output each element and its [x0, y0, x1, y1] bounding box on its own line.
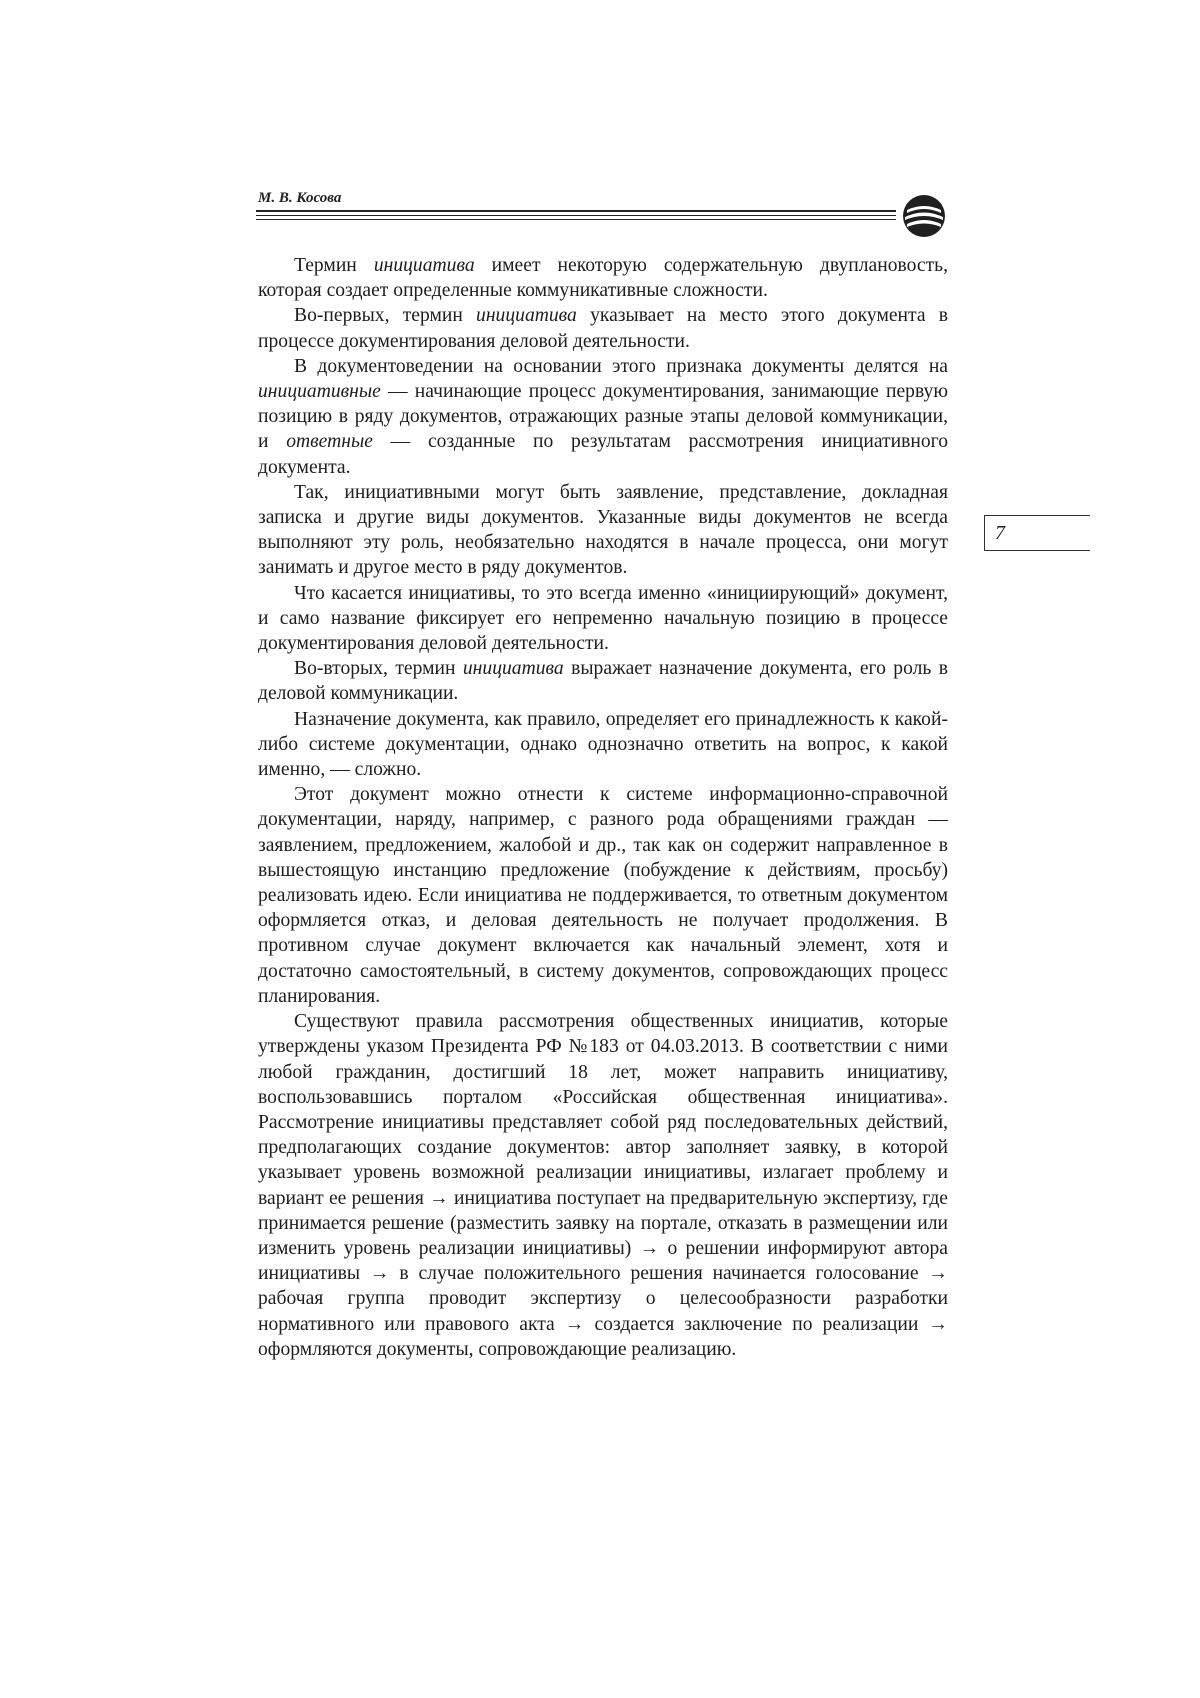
paragraph: Так, инициативными могут быть заявление, представление, докладная записка и другие виды документов. Указанные виды документов не всегда выполняют эту роль, необязательно находятся в начале процесса, они могут занимать и другое место в ряду документов.	[258, 481, 948, 579]
header-rule	[256, 215, 896, 216]
paragraph: Во-вторых, термин инициатива выражает назначение документа, его роль в деловой коммуникации.	[258, 658, 948, 705]
header-rule	[256, 219, 896, 220]
paragraph: Существуют правила рассмотрения общественных инициатив, которые утверждены указом Президента РФ №183 от 04.03.2013. В соответствии с ними любой гражданин, достигший 18 лет, может направить инициативу, воспользовавшись порталом «Российская общественная инициатива». Рассмотрение инициативы представляет собой ряд последовательных действий, предполагающих создание документов: автор заполняет заявку, в которой указывает уровень возможной реализации инициативы, излагает проблему и вариант ее решения → инициатива поступает на предварительную экспертизу, где принимается решение (разместить заявку на портале, отказать в размещении или изменить уровень реализации инициативы) → о решении информируют автора инициативы → в случае положительного решения начинается голосование → рабочая группа проводит экспертизу о целесообразности разработки нормативного или правового акта → создается заключение по реализации → оформляются документы, сопровождающие реализацию.	[258, 1011, 948, 1360]
paragraph: В документоведении на основании этого признака документы делятся на инициативные — начинающие процесс документирования, занимающие первую позицию в ряду документов, отражающих разные этапы деловой коммуникации, и ответные — созданные по результатам рассмотрения инициативного документа.	[258, 355, 948, 478]
paragraph: Термин инициатива имеет некоторую содержательную двуплановость, которая создает определенные коммуникативные сложности.	[258, 255, 948, 302]
publisher-logo-icon	[901, 193, 947, 239]
body-text	[258, 253, 948, 1362]
paragraph: Назначение документа, как правило, определяет его принадлежность к какой-либо системе документации, однако однозначно ответить на вопрос, к какой именно, — сложно.	[258, 708, 948, 781]
paragraph: Во-первых, термин инициатива указывает на место этого документа в процессе документирования деловой деятельности.	[258, 305, 948, 352]
page-number: 7	[995, 522, 1005, 544]
running-header-author: М. В. Косова	[258, 190, 342, 206]
paragraph: Этот документ можно отнести к системе информационно-справочной документации, наряду, например, с разного рода обращениями граждан — заявлением, предложением, жалобой и др., так как он содержит направленное в вышестоящую инстанцию предложение (побуждение к действиям, просьбу) реализовать идею. Если инициатива не поддерживается, то ответным документом оформляется отказ, и деловая деятельность не получает продолжения. В противном случае документ включается как начальный элемент, хотя и достаточно самостоятельный, в систему документов, сопровождающих процесс планирования.	[258, 784, 948, 1007]
paragraph: Что касается инициативы, то это всегда именно «инициирующий» документ, и само название фиксирует его непременно начальную позицию в процессе документирования деловой деятельности.	[258, 582, 948, 655]
page-number-box	[984, 515, 1090, 551]
header-rule	[256, 210, 896, 212]
